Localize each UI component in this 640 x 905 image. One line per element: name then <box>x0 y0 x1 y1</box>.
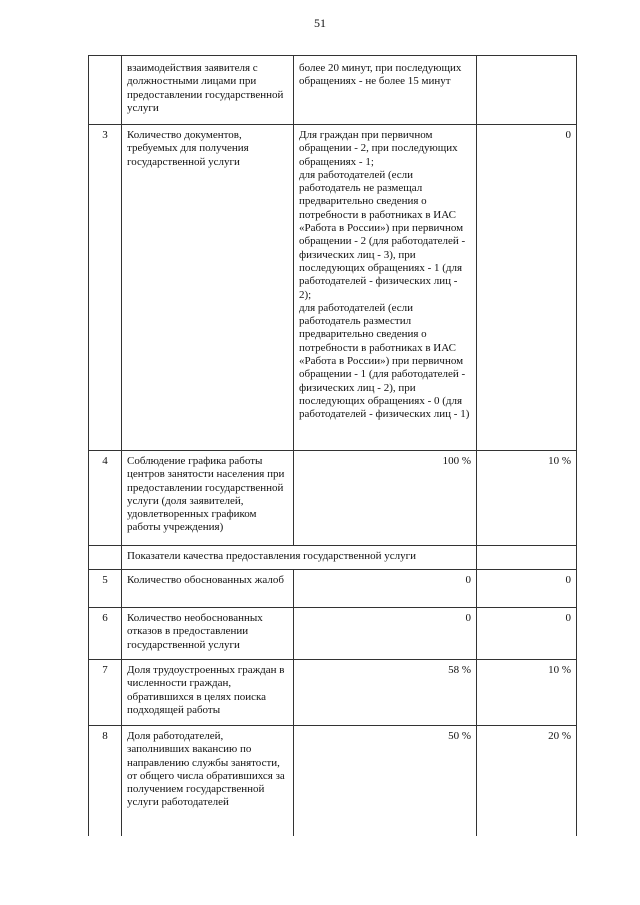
indicator-text: взаимодействия заявителя с должностными лицами при предоставлении государственной услуги <box>122 56 294 125</box>
indicator-text: Количество необоснованных отказов в предоставлении государственной услуги <box>122 608 294 660</box>
description-text: Для граждан при первичном обращении - 2, при последующих обращениях - 1; для работодателей (если работодатель не размещал предварительно сведения о потребности в работниках в ИАС «Работа в России») при первичном обращении - 2 (для работодателей - физических лиц - 3), при последующих обращениях - 1 (для работодателей - физических лиц - 2); для работодателей (если работодатель разместил предварительно сведения о потребности в работниках в ИАС «Работа в России») при первичном обращении - 1 (для работодателей - физических лиц - 2), при последующих обращениях - 0 (для работодателей - физических лиц - 1) <box>294 125 477 451</box>
row-number: 4 <box>89 451 122 546</box>
indicators-table <box>88 55 577 836</box>
value-b: 0 <box>477 570 577 608</box>
table-row <box>89 451 577 546</box>
value-a: 0 <box>294 608 477 660</box>
indicator-text: Доля работодателей, заполнивших вакансию по направлению службы занятости, от общего числа обратившихся за получением государственной услуги работодателей <box>122 726 294 836</box>
empty-cell <box>89 546 122 570</box>
value-b: 20 % <box>477 726 577 836</box>
value-a: 58 % <box>294 660 477 726</box>
value-b: 0 <box>477 125 577 451</box>
table-row <box>89 125 577 451</box>
table-row <box>89 726 577 836</box>
value-a: 100 % <box>294 451 477 546</box>
description-text: более 20 минут, при последующих обращениях - не более 15 минут <box>294 56 477 125</box>
table-row <box>89 570 577 608</box>
table-row <box>89 56 577 125</box>
row-number: 6 <box>89 608 122 660</box>
value-a: 0 <box>294 570 477 608</box>
row-number: 8 <box>89 726 122 836</box>
value-b <box>477 56 577 125</box>
table-row <box>89 608 577 660</box>
value-b: 10 % <box>477 451 577 546</box>
row-number: 7 <box>89 660 122 726</box>
row-number: 5 <box>89 570 122 608</box>
indicator-text: Соблюдение графика работы центров занятости населения при предоставлении государственной услуги (доля заявителей, удовлетворенных графиком работы учреждения) <box>122 451 294 546</box>
indicator-text: Количество обоснованных жалоб <box>122 570 294 608</box>
value-b: 0 <box>477 608 577 660</box>
indicator-text: Количество документов, требуемых для получения государственной услуги <box>122 125 294 451</box>
section-header: Показатели качества предоставления государственной услуги <box>122 546 477 570</box>
row-number <box>89 56 122 125</box>
indicator-text: Доля трудоустроенных граждан в численности граждан, обратившихся в целях поиска подходящей работы <box>122 660 294 726</box>
page-number: 51 <box>314 16 326 30</box>
value-a: 50 % <box>294 726 477 836</box>
value-b: 10 % <box>477 660 577 726</box>
empty-cell <box>477 546 577 570</box>
table-row <box>89 660 577 726</box>
row-number: 3 <box>89 125 122 451</box>
section-header-row <box>89 546 577 570</box>
